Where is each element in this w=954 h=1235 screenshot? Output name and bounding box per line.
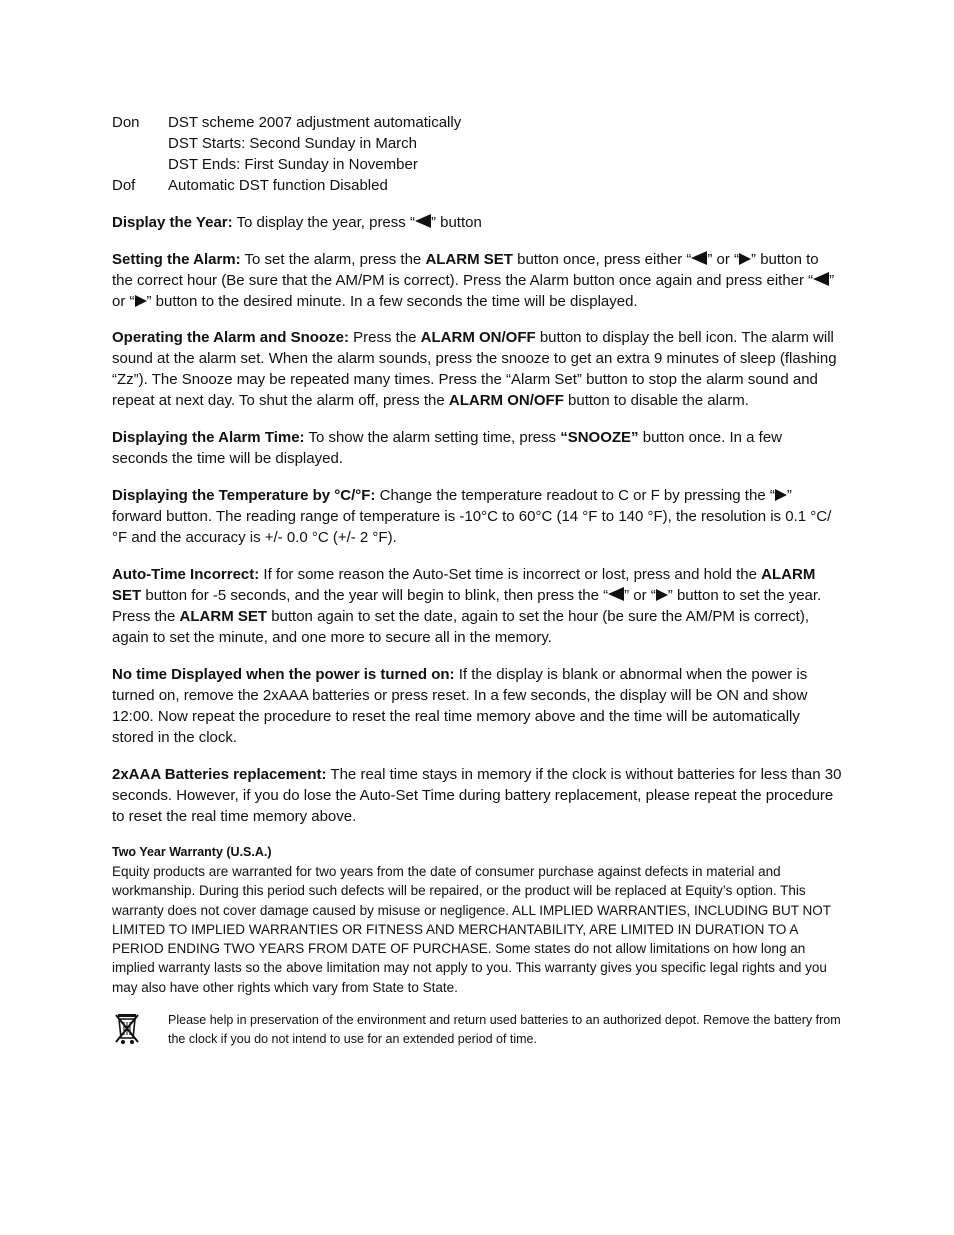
paragraph-text: To display the year, press “ bbox=[232, 214, 415, 231]
button-name: “SNOOZE” bbox=[560, 429, 639, 446]
paragraph-text: ” or “ bbox=[112, 272, 835, 310]
button-name: ALARM SET bbox=[179, 608, 268, 625]
spacer bbox=[112, 648, 842, 664]
setting-alarm-paragraph bbox=[112, 249, 842, 312]
paragraph-text: ” button to set the year. Press the bbox=[112, 587, 822, 625]
alarm-time-paragraph bbox=[112, 427, 842, 469]
section-heading: No time Displayed when the power is turned on: bbox=[112, 666, 455, 683]
left-arrow-icon bbox=[813, 272, 829, 286]
dst-row bbox=[112, 133, 842, 154]
right-arrow-icon bbox=[739, 253, 751, 265]
dst-row bbox=[112, 112, 842, 133]
left-arrow-icon bbox=[691, 251, 707, 265]
dst-code: Dof bbox=[112, 177, 136, 194]
section-heading: Displaying the Temperature by °C/°F: bbox=[112, 487, 376, 504]
recycle-text: Please help in preservation of the environment and return used batteries to an authorized depot. Remove the battery from the clock if you do not intend to use for an extended period of time. bbox=[168, 1013, 841, 1046]
dst-row bbox=[112, 154, 842, 175]
paragraph-text: ” forward button. The reading range of temperature is -10°C to 60°C (14 °F to 140 °F), the resolution is 0.1 °C/°F and the accuracy is +/- 0.0 °C (+/- 2 °F). bbox=[112, 487, 832, 546]
recycle-notice bbox=[112, 1011, 842, 1052]
paragraph-text: ” button to the correct hour (Be sure that the AM/PM is correct). Press the Alarm button once again and press either “ bbox=[112, 251, 819, 289]
dst-desc: DST Ends: First Sunday in November bbox=[168, 156, 418, 173]
paragraph-text: button to display the bell icon. The alarm will sound at the alarm set. When the alarm sounds, press the snooze to get an extra 9 minutes of sleep (flashing “Zz”). The Snooze may be repeated many times. Press the “Alarm Set” button to stop the alarm sound and repeat at next day. To shut the alarm off, press the bbox=[112, 329, 837, 409]
dst-table bbox=[112, 112, 842, 196]
alarm-snooze-paragraph bbox=[112, 327, 842, 411]
dst-desc: DST scheme 2007 adjustment automatically bbox=[168, 114, 462, 131]
paragraph-text: If the display is blank or abnormal when the power is turned on, remove the 2xAAA batteries or press reset. In a few seconds, the display will be ON and show 12:00. Now repeat the procedure to reset the real time memory above and the time will be automatically stored in the clock. bbox=[112, 666, 808, 746]
paragraph-text: If for some reason the Auto-Set time is incorrect or lost, press and hold the bbox=[259, 566, 762, 583]
spacer bbox=[112, 196, 842, 212]
left-arrow-icon bbox=[415, 214, 431, 228]
section-heading: Operating the Alarm and Snooze: bbox=[112, 329, 349, 346]
paragraph-text: To set the alarm, press the bbox=[240, 251, 426, 268]
dst-desc: Automatic DST function Disabled bbox=[168, 177, 388, 194]
section-heading: Display the Year: bbox=[112, 214, 233, 231]
auto-time-paragraph bbox=[112, 564, 842, 648]
spacer bbox=[112, 469, 842, 485]
paragraph-text: The real time stays in memory if the clock is without batteries for less than 30 seconds. However, if you do lose the Auto-Set Time during battery replacement, please repeat the procedure to reset the real time memory above. bbox=[112, 766, 842, 825]
paragraph-text: button once, press either “ bbox=[512, 251, 692, 268]
crossed-out-bin-icon bbox=[112, 1011, 142, 1047]
temperature-paragraph bbox=[112, 485, 842, 548]
spacer bbox=[112, 312, 842, 327]
paragraph-text: Press the bbox=[348, 329, 421, 346]
dst-code bbox=[112, 133, 168, 154]
no-time-paragraph bbox=[112, 664, 842, 748]
right-arrow-icon bbox=[775, 489, 787, 501]
button-name: ALARM ON/OFF bbox=[448, 392, 564, 409]
paragraph-text: button for -5 seconds, and the year will begin to blink, then press the “ bbox=[141, 587, 609, 604]
paragraph-text: button again to set the date, again to set the hour (be sure the AM/PM is correct), again to set the minute, and one more to secure all in the memory. bbox=[112, 608, 810, 646]
button-name: ALARM SET bbox=[112, 566, 816, 604]
left-arrow-icon bbox=[608, 587, 624, 601]
paragraph-text: ” button bbox=[430, 214, 482, 231]
spacer bbox=[112, 748, 842, 764]
dst-row bbox=[112, 175, 842, 196]
paragraph-text: button to disable the alarm. bbox=[563, 392, 749, 409]
paragraph-text: To show the alarm setting time, press bbox=[304, 429, 561, 446]
dst-code bbox=[112, 154, 168, 175]
dst-desc: DST Starts: Second Sunday in March bbox=[168, 135, 418, 152]
button-name: ALARM ON/OFF bbox=[420, 329, 536, 346]
crossed-out-bin-icon bbox=[112, 1011, 168, 1052]
spacer bbox=[112, 233, 842, 249]
manual-page bbox=[112, 112, 842, 1052]
display-year-paragraph bbox=[112, 212, 842, 233]
paragraph-text: ” button to the desired minute. In a few seconds the time will be displayed. bbox=[146, 293, 638, 310]
warranty-title: Two Year Warranty (U.S.A.) bbox=[112, 845, 272, 859]
paragraph-text: Change the temperature readout to C or F by pressing the “ bbox=[375, 487, 775, 504]
section-heading: Setting the Alarm: bbox=[112, 251, 241, 268]
right-arrow-icon bbox=[656, 589, 668, 601]
warranty-body: Equity products are warranted for two years from the date of consumer purchase against defects in material and workmanship. During this period such defects will be repaired, or the product will be replaced at Equity’s option. This warranty does not cover damage caused by misuse or negligence. ALL IMPLIED WARRANTIES, INCLUDING BUT NOT LIMITED TO IMPLIED WARRANTIES OR FITNESS AND MERCHANTABILITY, ARE LIMITED IN DURATION TO A PERIOD ENDING TWO YEARS FROM DATE OF PURCHASE. Some states do not allow limitations on how long an implied warranty lasts so the above limitation may not apply to you. This warranty gives you specific legal rights and you may also have other rights which vary from State to State. bbox=[112, 864, 831, 995]
button-name: ALARM SET bbox=[425, 251, 513, 268]
paragraph-text: ” or “ bbox=[707, 251, 740, 268]
dst-code: Don bbox=[112, 114, 140, 131]
spacer bbox=[112, 411, 842, 427]
section-heading: Displaying the Alarm Time: bbox=[112, 429, 305, 446]
batteries-paragraph bbox=[112, 764, 842, 827]
paragraph-text: button once. In a few seconds the time will be displayed. bbox=[112, 429, 782, 467]
section-heading: Auto-Time Incorrect: bbox=[112, 566, 260, 583]
paragraph-text: ” or “ bbox=[624, 587, 656, 604]
right-arrow-icon bbox=[135, 295, 147, 307]
spacer bbox=[112, 548, 842, 564]
section-heading: 2xAAA Batteries replacement: bbox=[112, 766, 327, 783]
